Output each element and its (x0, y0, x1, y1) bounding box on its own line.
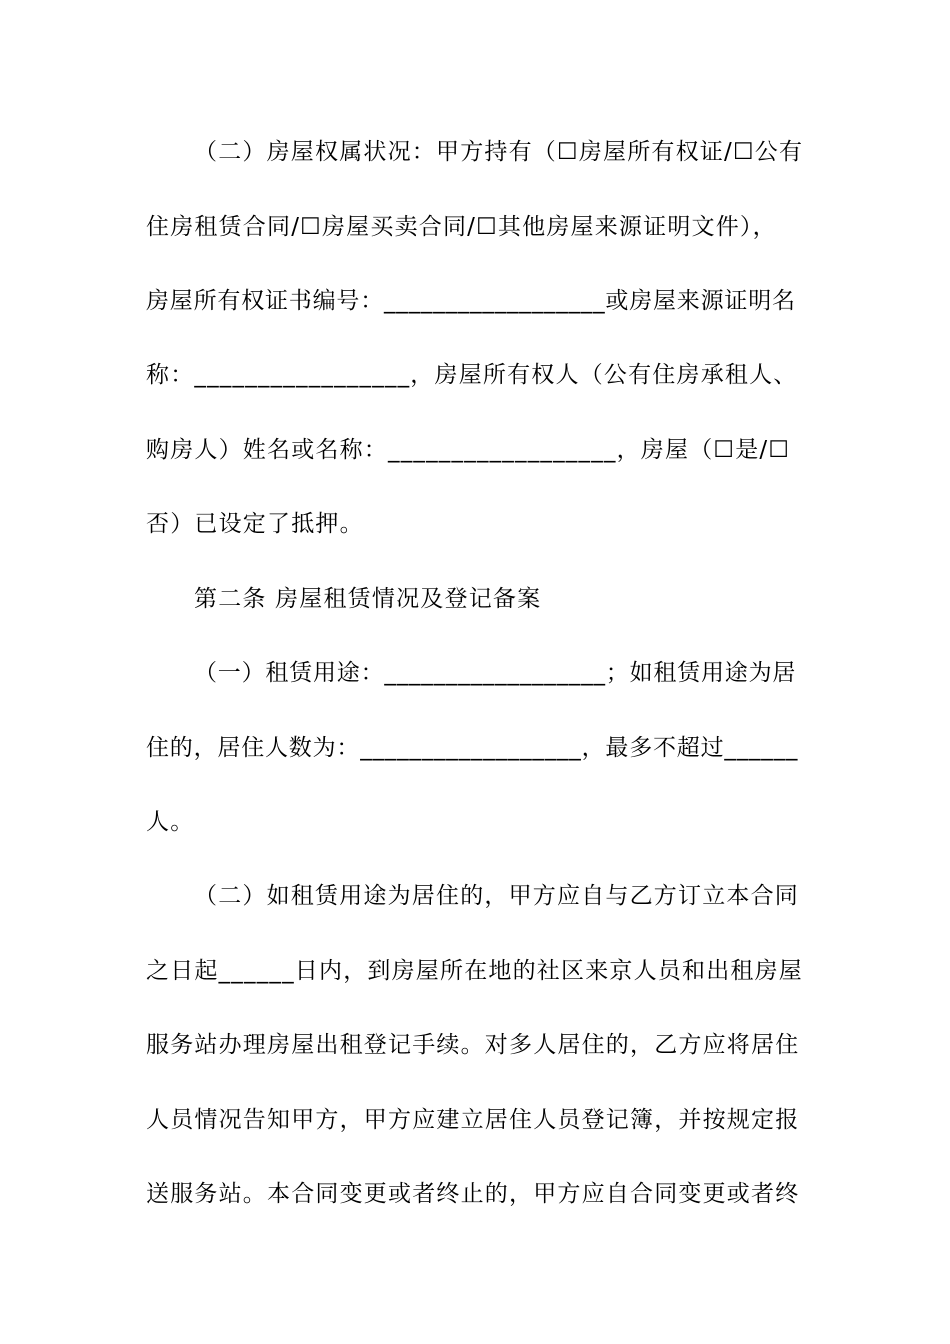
paragraph-line: 住房租赁合同/☐房屋买卖合同/☐其他房屋来源证明文件）， (146, 214, 777, 240)
paragraph-line: 称：_________________，房屋所有权人（公有住房承租人、 (146, 362, 798, 388)
paragraph-line: 购房人）姓名或名称：__________________，房屋（☐是/☐ (146, 437, 791, 463)
paragraph-line: 服务站办理房屋出租登记手续。对多人居住的，乙方应将居住 (146, 1032, 800, 1058)
paragraph-line: （二）房屋权属状况：甲方持有（☐房屋所有权证/☐公有 (194, 139, 804, 165)
paragraph-line: 人。 (146, 809, 195, 835)
paragraph-line: 送服务站。本合同变更或者终止的，甲方应自合同变更或者终 (146, 1181, 800, 1207)
paragraph-line: 房屋所有权证书编号：__________________或房屋来源证明名 (146, 288, 796, 314)
paragraph-line: 人员情况告知甲方，甲方应建立居住人员登记簿，并按规定报 (146, 1107, 800, 1133)
paragraph-line: （二）如租赁用途为居住的，甲方应自与乙方订立本合同 (194, 883, 799, 909)
paragraph-line: 之日起______日内，到房屋所在地的社区来京人员和出租房屋 (146, 958, 803, 984)
paragraph-line: （一）租赁用途：__________________；如租赁用途为居 (194, 660, 797, 686)
paragraph-line: 住的，居住人数为：__________________，最多不超过______ (146, 735, 799, 761)
article-heading: 第二条 房屋租赁情况及登记备案 (194, 586, 542, 612)
paragraph-line: 否）已设定了抵押。 (146, 511, 364, 537)
